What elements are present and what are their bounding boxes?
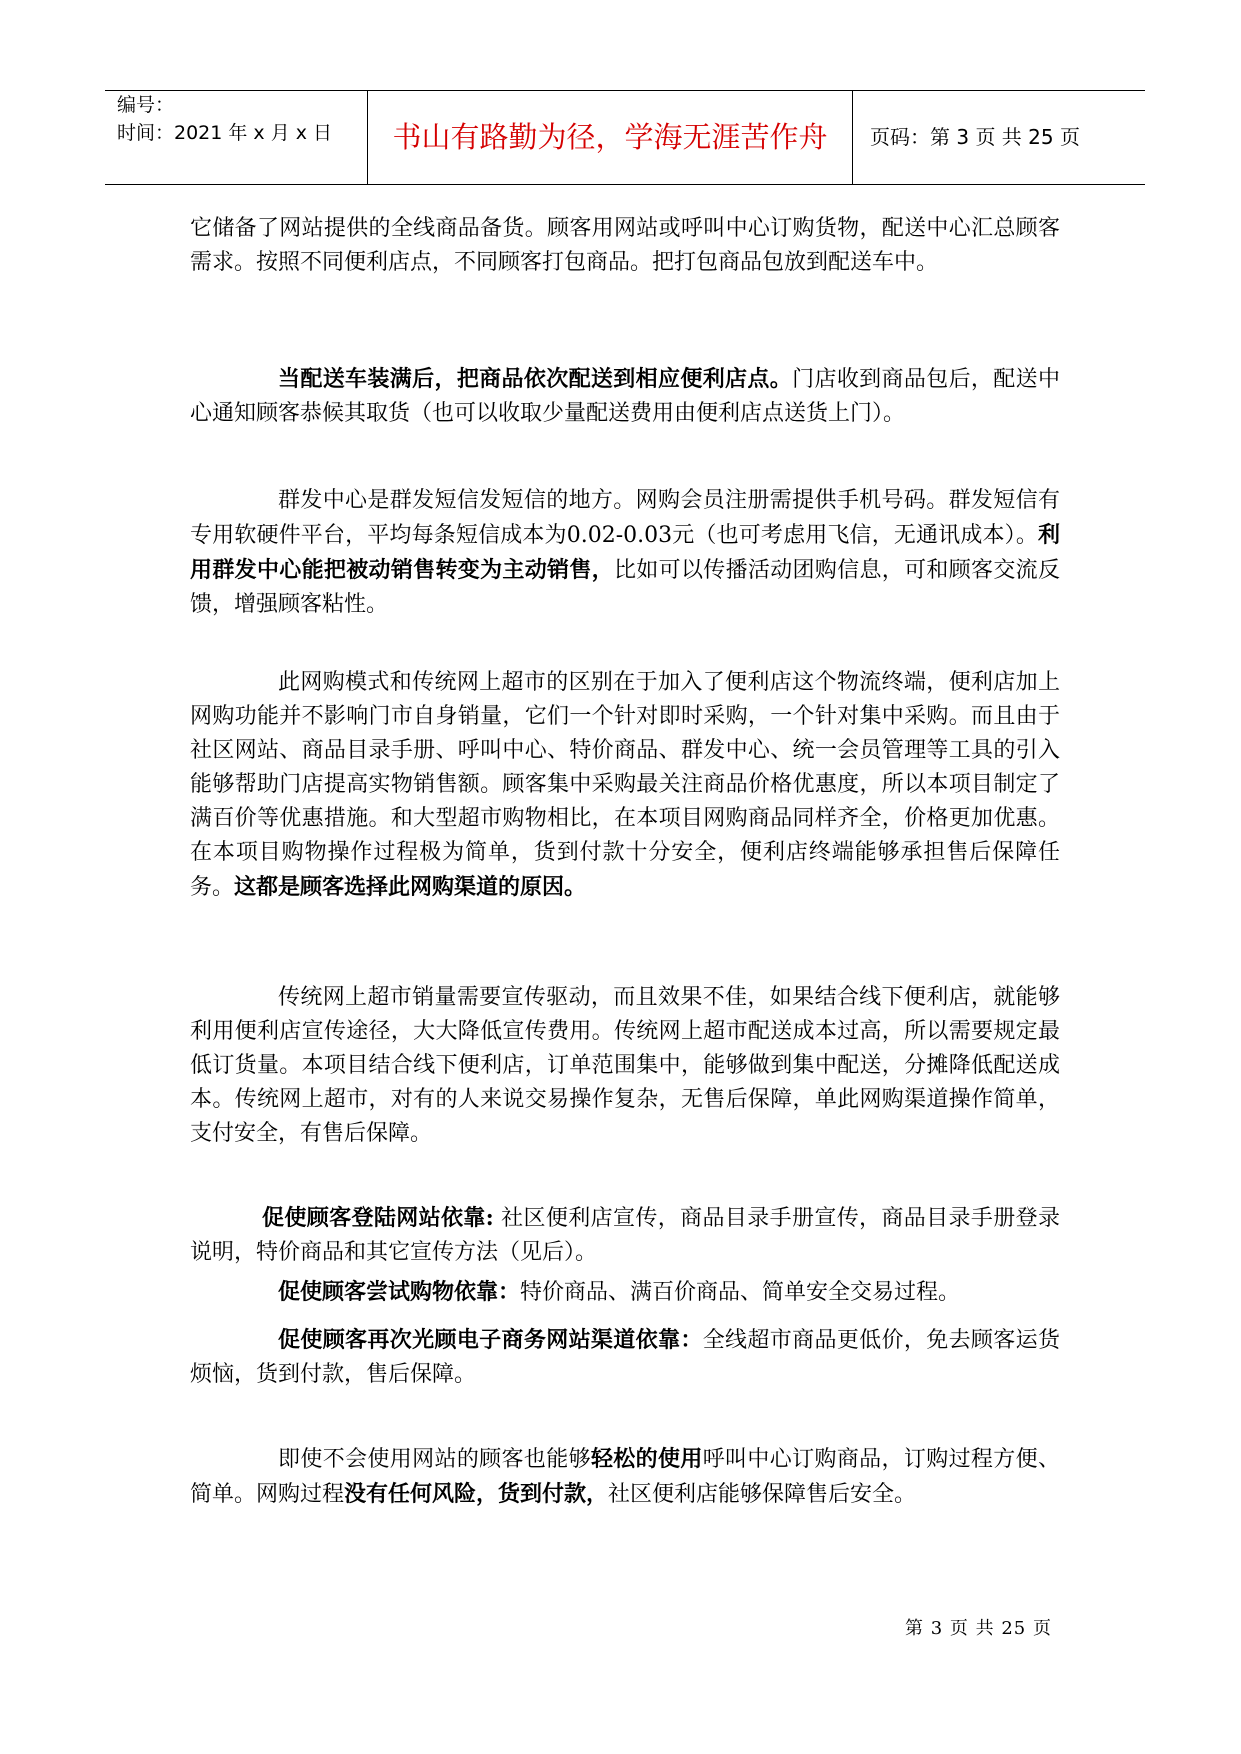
paragraph-call-center [190,1442,1060,1512]
paragraph-bold-text: 利用群发中心能把被动销售转变为主动销售， [190,522,1060,583]
document-number-label: 编号： [117,94,175,116]
paragraph-bold-text: 促使顾客再次光顾电子商务网站渠道依靠： [278,1327,703,1353]
paragraph-text: 全线超市商品更低价，免去顾客运货烦恼，货到付款，售后保障。 [190,1328,1060,1387]
paragraph-text: 社区便利店宣传，商品目录手册宣传，商品目录手册登录说明，特价商品和其它宣传方法（见后）。 [190,1206,1061,1265]
header-middle-cell [368,91,853,184]
paragraph-text: 门店收到商品包后，配送中心通知顾客恭候其取货（也可以收取少量配送费用由便利店点送货上门）。 [190,367,1060,426]
paragraph-bold-text: 当配送车装满后，把商品依次配送到相应便利店点。 [278,366,793,392]
paragraph-text: 此网购模式和传统网上超市的区别在于加入了便利店这个物流终端，便利店加上网购功能并不影响门市自身销量，它们一个针对即时采购，一个针对集中采购。而且由于社区网站、商品目录手册、呼叫中心、特价商品、群发中心、统一会员管理等工具的引入能够帮助门店提高实物销售额。顾客集中采购最关注商品价格优惠度，所以本项目制定了满百价等优惠措施。和大型超市购物相比，在本项目网购商品同样齐全，价格更加优惠。在本项目购物操作过程极为简单，货到付款十分安全，便利店终端能够承担售后保障任务。 [190,670,1060,900]
header-motto: 书山有路勤为径，学海无涯苦作舟 [392,120,828,154]
paragraph-text: 呼叫中心订购商品，订购过程方便、简单。网购过程 [190,1447,1060,1507]
paragraph-model-difference [190,666,1060,905]
paragraph-bold-text: 促使顾客登陆网站依靠: [262,1205,494,1231]
paragraph-text: 传统网上超市销量需要宣传驱动，而且效果不佳，如果结合线下便利店，就能够利用便利店宣传途径，大大降低宣传费用。传统网上超市配送成本过高，所以需要规定最低订货量。本项目结合线下便利店，订单范围集中，能够做到集中配送，分摊降低配送成本。传统网上超市，对有的人来说交易操作复杂，无售后保障，单此网购渠道操作简单，支付安全，有售后保障。 [190,985,1060,1146]
header-page-info: 页码：第 3 页 共 25 页 [870,125,1080,149]
paragraph-warehouse [190,212,1060,280]
paragraph-text: 它储备了网站提供的全线商品备货。顾客用网站或呼叫中心订购货物，配送中心汇总顾客需求。按照不同便利店点，不同顾客打包商品。把打包商品包放到配送车中。 [190,216,1060,275]
paragraph-traditional-comparison [190,981,1060,1151]
paragraph-bold-text: 这都是顾客选择此网购渠道的原因。 [234,874,587,900]
paragraph-trial-drivers [190,1275,1060,1310]
paragraph-text: 群发中心是群发短信发短信的地方。网购会员注册需提供手机号码。群发短信有专用软硬件平台，平均每条短信成本为0.02-0.03元（也可考虑用飞信，无通讯成本）。 [190,488,1060,548]
paragraph-return-drivers [190,1323,1060,1392]
paragraph-bold-text: 轻松的使用 [590,1446,703,1472]
paragraph-bold-text: 没有任何风险，货到付款， [344,1481,609,1507]
paragraph-delivery [190,362,1060,431]
paragraph-text: 特价商品、满百价商品、简单安全交易过程。 [520,1280,961,1305]
paragraph-login-drivers [190,1201,1060,1270]
paragraph-text: 比如可以传播活动团购信息，可和顾客交流反馈，增强顾客粘性。 [190,558,1060,617]
paragraph-sms-center [190,484,1060,622]
paragraph-bold-text: 促使顾客尝试购物依靠： [278,1279,521,1305]
header-right-cell [854,91,1144,184]
document-time-label: 时间：2021 年 x 月 x 日 [117,122,333,144]
header-left-cell [105,91,368,184]
page-footer-number: 第 3 页 共 25 页 [905,1618,1052,1639]
page-header [105,90,1145,185]
paragraph-text: 社区便利店能够保障售后安全。 [608,1482,917,1507]
paragraph-text: 即使不会使用网站的顾客也能够 [278,1447,591,1472]
